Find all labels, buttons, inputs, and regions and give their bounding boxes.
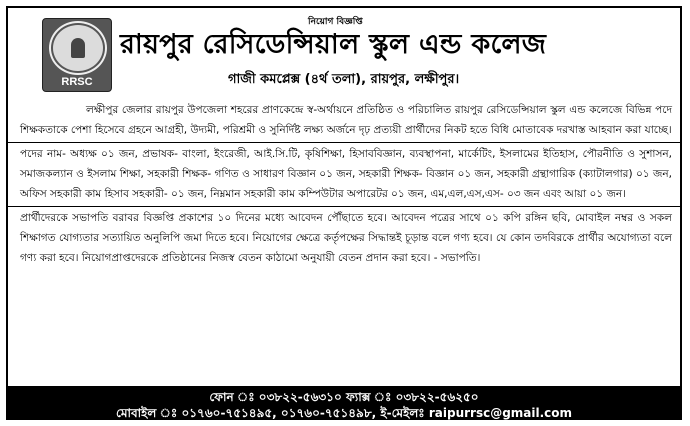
intro-paragraph: লক্ষীপুর জেলার রায়পুর উপজেলা শহরের প্রাণকেন্দ্রে স্ব-অর্থায়নে প্রতিষ্ঠিত ও পরিচালিত রায়পুর রেসিডেন্সিয়াল স্কুল এন্ড কলেজে বিভিন্ন পদে শিক্ষকতাকে পেশা হিসেবে গ্রহনে আগ্রহী, উদ্যমী, পরিশ্রমী ও সুনির্দিষ্ট লক্ষ্য অর্জনে দৃঢ় প্রত্যয়ী প্রার্থীদের নিকট হতে বিধি মোতাবেক দরখাস্ত আহবান করা যাচ্ছে।	[20, 104, 672, 136]
instructions-paragraph: প্রার্থীদেরকে সভাপতি বরাবর বিজ্ঞপ্তি প্রকাশের ১০ দিনের মধ্যে আবেদন পৌঁছাতে হবে। আবেদন পত্রের সাথে ০১ কপি রঙ্গিন ছবি, মোবাইল নম্বর ও সকল শিক্ষাগত যোগ্যতার সত্যায়িত অনুলিপি জমা দিতে হবে। নিয়োগের ক্ষেত্রে কর্তৃপক্ষের সিদ্ধান্তই চূড়ান্ত বলে গণ্য হবে। যে কোন তদবিরকে প্রার্থীর অযোগ্যতা বলে গণ্য করা হবে। নিয়োগপ্রাপ্তদেরকে প্রতিষ্ঠানের নিজস্ব বেতন কাঠামো অনুযায়ী বেতন প্রদান করা হবে। - সভাপতি।	[20, 212, 672, 264]
notice-tag: নিয়োগ বিজ্ঞপ্তি	[308, 17, 363, 27]
notice-body	[8, 100, 680, 268]
institution-address: গাজী কমপ্লেক্স (৪র্থ তলা), রায়পুর, লক্ষীপুর।	[228, 72, 460, 87]
contact-footer	[8, 386, 680, 420]
divider	[8, 206, 680, 207]
institution-name: রায়পুর রেসিডেন্সিয়াল স্কুল এন্ড কলেজ	[120, 29, 547, 60]
job-notice-advertisement	[6, 6, 682, 420]
logo-text: RRSC	[61, 76, 93, 88]
logo-torch-icon	[71, 38, 85, 58]
mobile-email-line: মোবাইল ঃ ০১৭৬০-৭৫১৪৯৫, ০১৭৬০-৭৫১৪৯৮, ই-মেইলঃ raipurrsc@gmail.com	[115, 406, 573, 420]
school-logo	[42, 18, 112, 92]
divider	[8, 142, 680, 143]
notice-header	[8, 8, 680, 100]
positions-paragraph: পদের নাম- অধ্যক্ষ ০১ জন, প্রভাষক- বাংলা, ইংরেজী, আই.সি.টি, কৃষিশিক্ষা, হিসাববিজ্ঞান, ব্যবস্থাপনা, মার্কেটিং, ইসলামের ইতিহাস, পৌরনীতি ও সুশাসন, সমাজকল্যান ও ইসলাম শিক্ষা, সহকারী শিক্ষক- গণিত ও সাধারণ বিজ্ঞান ০১ জন, সহকারী শিক্ষক- বিজ্ঞান ০১ জন, সহকারী গ্রন্থাগারিক (ক্যাটালগার) ০১ জন, অফিস সহকারী কাম হিসাব সহকারী- ০১ জন, নিম্নমান সহকারী কাম কম্পিউটার অপারেটর ০১ জন, এম,এল,এস,এস- ০৩ জন এবং আয়া ০১ জন।	[20, 148, 672, 200]
phone-fax-line: ফোন ঃ ০৩৮২২-৫৬৩১০ ফ্যাক্স ঃ ০৩৮২২-৫৬২৫০	[209, 390, 479, 404]
logo-emblem-icon	[53, 25, 103, 71]
